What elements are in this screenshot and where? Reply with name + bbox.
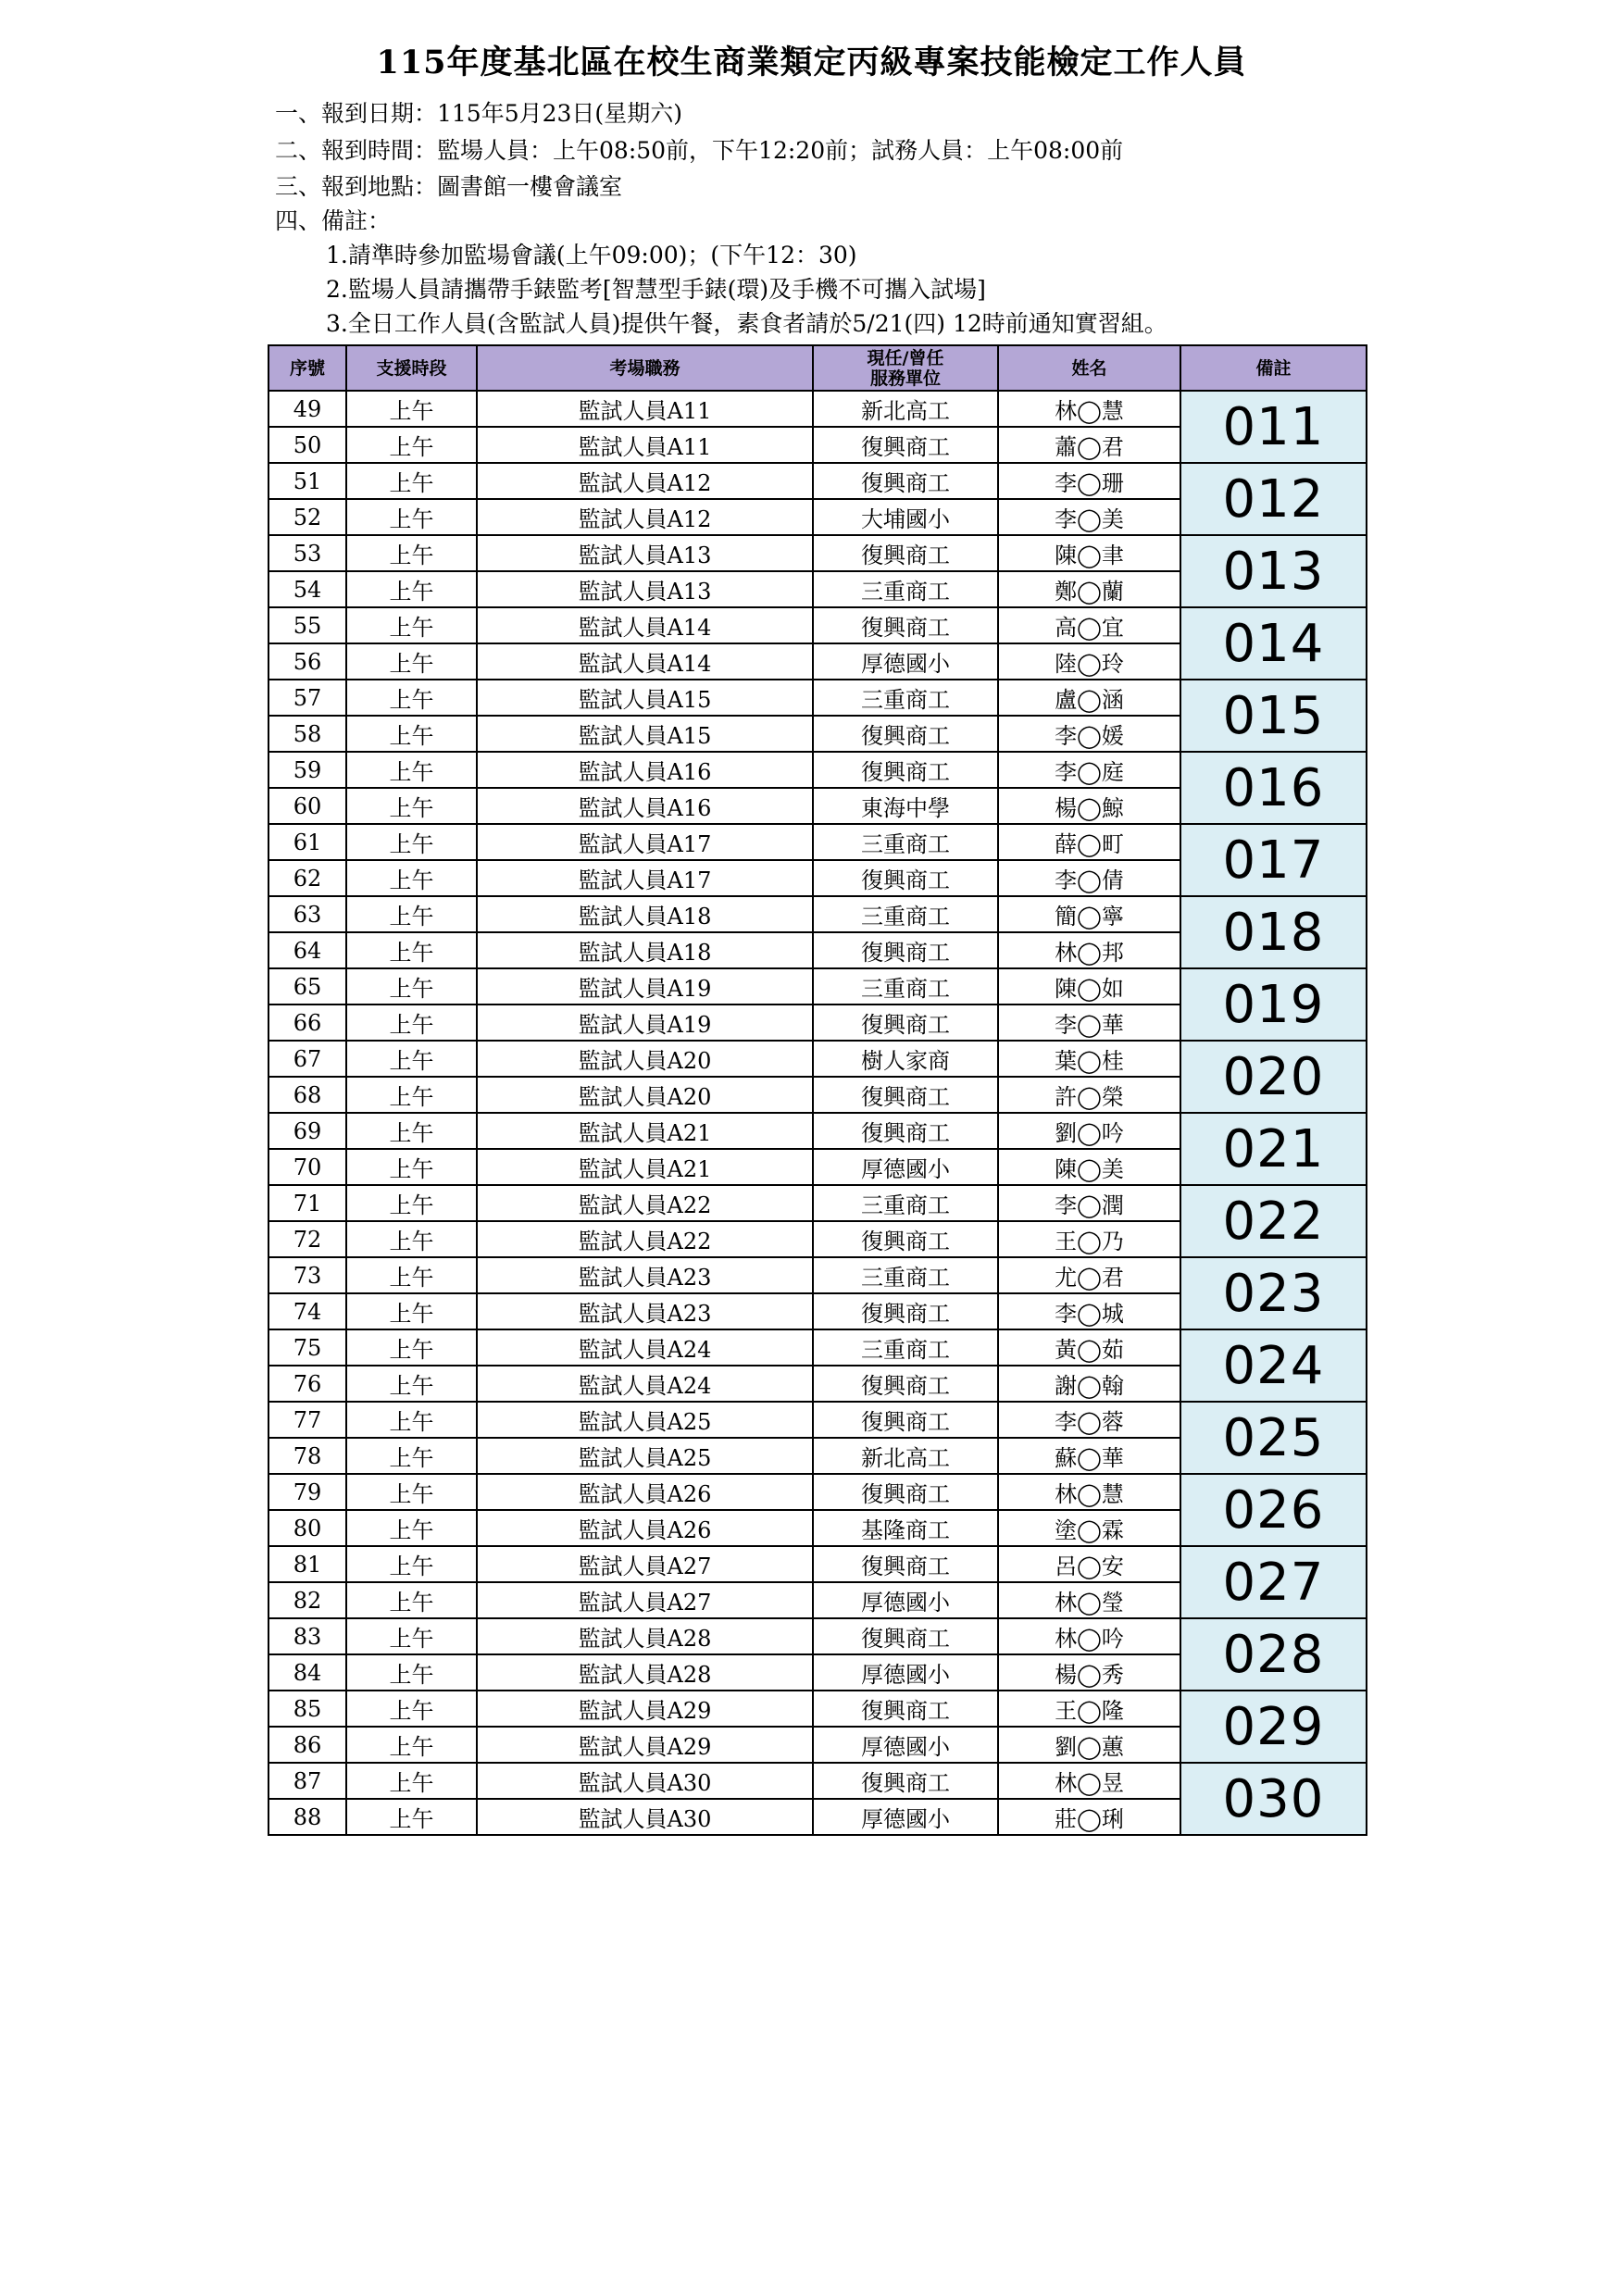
cell-no: 80	[268, 1510, 346, 1546]
cell-no: 75	[268, 1329, 346, 1366]
cell-no: 77	[268, 1402, 346, 1438]
cell-role: 監試人員A21	[477, 1149, 813, 1185]
cell-role: 監試人員A27	[477, 1582, 813, 1618]
cell-name: 陳◯美	[998, 1149, 1180, 1185]
cell-name: 林◯吟	[998, 1618, 1180, 1654]
cell-name: 林◯慧	[998, 391, 1180, 427]
cell-unit: 復興商工	[813, 1077, 998, 1113]
cell-name: 李◯城	[998, 1293, 1180, 1329]
staff-roster-table	[268, 344, 1367, 1836]
cell-no: 55	[268, 607, 346, 643]
cell-remark-group: 021	[1180, 1113, 1367, 1185]
cell-no: 70	[268, 1149, 346, 1185]
cell-unit: 復興商工	[813, 716, 998, 752]
cell-period: 上午	[346, 1185, 477, 1221]
cell-role: 監試人員A15	[477, 716, 813, 752]
header-no: 序號	[268, 345, 346, 391]
cell-unit: 復興商工	[813, 1691, 998, 1727]
cell-unit: 復興商工	[813, 607, 998, 643]
cell-name: 李◯倩	[998, 860, 1180, 896]
cell-role: 監試人員A12	[477, 499, 813, 535]
table-row	[268, 1113, 1367, 1149]
cell-name: 李◯珊	[998, 463, 1180, 499]
info-report-date: 一、報到日期：115年5月23日(星期六)	[275, 100, 682, 127]
cell-no: 71	[268, 1185, 346, 1221]
cell-role: 監試人員A23	[477, 1293, 813, 1329]
cell-period: 上午	[346, 860, 477, 896]
cell-unit: 三重商工	[813, 1329, 998, 1366]
cell-no: 57	[268, 680, 346, 716]
header-unit	[813, 345, 998, 391]
cell-period: 上午	[346, 1402, 477, 1438]
cell-name: 楊◯秀	[998, 1654, 1180, 1691]
cell-period: 上午	[346, 571, 477, 607]
cell-period: 上午	[346, 1438, 477, 1474]
cell-no: 81	[268, 1546, 346, 1582]
cell-unit: 三重商工	[813, 968, 998, 1004]
cell-no: 64	[268, 932, 346, 968]
cell-name: 林◯瑩	[998, 1582, 1180, 1618]
cell-unit: 新北高工	[813, 391, 998, 427]
cell-name: 楊◯鯨	[998, 788, 1180, 824]
cell-period: 上午	[346, 535, 477, 571]
cell-period: 上午	[346, 824, 477, 860]
cell-no: 74	[268, 1293, 346, 1329]
cell-name: 林◯慧	[998, 1474, 1180, 1510]
cell-unit: 復興商工	[813, 1474, 998, 1510]
cell-unit: 復興商工	[813, 1402, 998, 1438]
cell-no: 78	[268, 1438, 346, 1474]
cell-unit: 三重商工	[813, 824, 998, 860]
cell-role: 監試人員A30	[477, 1763, 813, 1799]
cell-no: 61	[268, 824, 346, 860]
cell-period: 上午	[346, 968, 477, 1004]
cell-role: 監試人員A29	[477, 1727, 813, 1763]
cell-name: 簡◯寧	[998, 896, 1180, 932]
cell-remark-group: 022	[1180, 1185, 1367, 1257]
table-body	[268, 391, 1367, 1835]
cell-no: 63	[268, 896, 346, 932]
table-row	[268, 752, 1367, 788]
cell-name: 林◯邦	[998, 932, 1180, 968]
cell-period: 上午	[346, 932, 477, 968]
cell-no: 79	[268, 1474, 346, 1510]
note-meeting-time: 1.請準時參加監場會議(上午09:00)；(下午12：30)	[326, 242, 857, 268]
table-row	[268, 1402, 1367, 1438]
cell-role: 監試人員A24	[477, 1366, 813, 1402]
cell-no: 52	[268, 499, 346, 535]
cell-role: 監試人員A14	[477, 643, 813, 680]
cell-role: 監試人員A20	[477, 1041, 813, 1077]
cell-name: 許◯榮	[998, 1077, 1180, 1113]
cell-unit: 三重商工	[813, 896, 998, 932]
cell-role: 監試人員A12	[477, 463, 813, 499]
cell-name: 高◯宜	[998, 607, 1180, 643]
cell-period: 上午	[346, 680, 477, 716]
cell-name: 謝◯翰	[998, 1366, 1180, 1402]
cell-period: 上午	[346, 499, 477, 535]
cell-no: 66	[268, 1004, 346, 1041]
cell-role: 監試人員A22	[477, 1221, 813, 1257]
cell-role: 監試人員A20	[477, 1077, 813, 1113]
cell-role: 監試人員A21	[477, 1113, 813, 1149]
cell-period: 上午	[346, 1257, 477, 1293]
cell-no: 86	[268, 1727, 346, 1763]
cell-unit: 東海中學	[813, 788, 998, 824]
cell-remark-group: 029	[1180, 1691, 1367, 1763]
cell-no: 76	[268, 1366, 346, 1402]
cell-period: 上午	[346, 1799, 477, 1835]
cell-name: 李◯媛	[998, 716, 1180, 752]
cell-name: 劉◯蕙	[998, 1727, 1180, 1763]
cell-role: 監試人員A29	[477, 1691, 813, 1727]
table-row	[268, 680, 1367, 716]
cell-remark-group: 016	[1180, 752, 1367, 824]
cell-no: 50	[268, 427, 346, 463]
cell-no: 83	[268, 1618, 346, 1654]
table-row	[268, 1691, 1367, 1727]
cell-no: 85	[268, 1691, 346, 1727]
table-header-row	[268, 345, 1367, 391]
cell-role: 監試人員A26	[477, 1474, 813, 1510]
cell-period: 上午	[346, 391, 477, 427]
header-unit-line2: 服務單位	[869, 368, 941, 389]
cell-name: 莊◯琍	[998, 1799, 1180, 1835]
header-unit-line1: 現任/曾任	[867, 347, 944, 368]
cell-unit: 復興商工	[813, 427, 998, 463]
cell-role: 監試人員A18	[477, 896, 813, 932]
cell-period: 上午	[346, 1582, 477, 1618]
info-report-location: 三、報到地點：圖書館一樓會議室	[275, 173, 623, 200]
cell-no: 51	[268, 463, 346, 499]
cell-unit: 復興商工	[813, 932, 998, 968]
cell-name: 李◯庭	[998, 752, 1180, 788]
cell-unit: 復興商工	[813, 463, 998, 499]
document-title: 115年度基北區在校生商業類定丙級專案技能檢定工作人員	[376, 44, 1247, 81]
cell-remark-group: 017	[1180, 824, 1367, 896]
cell-no: 53	[268, 535, 346, 571]
cell-role: 監試人員A14	[477, 607, 813, 643]
cell-unit: 復興商工	[813, 860, 998, 896]
cell-no: 65	[268, 968, 346, 1004]
cell-unit: 厚德國小	[813, 1654, 998, 1691]
cell-role: 監試人員A16	[477, 752, 813, 788]
cell-period: 上午	[346, 1618, 477, 1654]
cell-unit: 厚德國小	[813, 1149, 998, 1185]
table-row	[268, 1474, 1367, 1510]
table-row	[268, 896, 1367, 932]
cell-period: 上午	[346, 1654, 477, 1691]
info-remarks-heading: 四、備註：	[275, 207, 392, 234]
cell-period: 上午	[346, 427, 477, 463]
cell-name: 薛◯町	[998, 824, 1180, 860]
cell-no: 62	[268, 860, 346, 896]
cell-name: 李◯美	[998, 499, 1180, 535]
cell-no: 58	[268, 716, 346, 752]
note-watch-rule: 2.監場人員請攜帶手錶監考[智慧型手錶(環)及手機不可攜入試場]	[326, 276, 986, 303]
cell-period: 上午	[346, 1366, 477, 1402]
cell-name: 陳◯如	[998, 968, 1180, 1004]
cell-role: 監試人員A28	[477, 1618, 813, 1654]
cell-unit: 復興商工	[813, 535, 998, 571]
cell-remark-group: 025	[1180, 1402, 1367, 1474]
cell-remark-group: 020	[1180, 1041, 1367, 1113]
cell-unit: 新北高工	[813, 1438, 998, 1474]
cell-period: 上午	[346, 788, 477, 824]
cell-period: 上午	[346, 643, 477, 680]
cell-no: 59	[268, 752, 346, 788]
cell-remark-group: 018	[1180, 896, 1367, 968]
cell-remark-group: 028	[1180, 1618, 1367, 1691]
table-row	[268, 968, 1367, 1004]
cell-period: 上午	[346, 1510, 477, 1546]
info-report-time: 二、報到時間：監場人員：上午08:50前，下午12:20前；試務人員：上午08:00前	[275, 137, 1124, 164]
cell-period: 上午	[346, 1546, 477, 1582]
table-row	[268, 1546, 1367, 1582]
cell-name: 王◯隆	[998, 1691, 1180, 1727]
cell-no: 54	[268, 571, 346, 607]
cell-no: 82	[268, 1582, 346, 1618]
cell-period: 上午	[346, 1329, 477, 1366]
cell-no: 60	[268, 788, 346, 824]
cell-unit: 復興商工	[813, 1366, 998, 1402]
table-row	[268, 824, 1367, 860]
cell-remark-group: 027	[1180, 1546, 1367, 1618]
cell-remark-group: 030	[1180, 1763, 1367, 1835]
cell-name: 葉◯桂	[998, 1041, 1180, 1077]
cell-unit: 復興商工	[813, 752, 998, 788]
cell-name: 李◯華	[998, 1004, 1180, 1041]
cell-name: 呂◯安	[998, 1546, 1180, 1582]
cell-role: 監試人員A11	[477, 427, 813, 463]
cell-unit: 厚德國小	[813, 1727, 998, 1763]
table-row	[268, 1185, 1367, 1221]
cell-role: 監試人員A30	[477, 1799, 813, 1835]
cell-role: 監試人員A16	[477, 788, 813, 824]
cell-unit: 大埔國小	[813, 499, 998, 535]
cell-period: 上午	[346, 1474, 477, 1510]
cell-no: 84	[268, 1654, 346, 1691]
cell-name: 蕭◯君	[998, 427, 1180, 463]
cell-role: 監試人員A26	[477, 1510, 813, 1546]
cell-unit: 三重商工	[813, 680, 998, 716]
header-remark: 備註	[1180, 345, 1367, 391]
cell-unit: 三重商工	[813, 1257, 998, 1293]
cell-remark-group: 019	[1180, 968, 1367, 1041]
cell-role: 監試人員A17	[477, 824, 813, 860]
cell-role: 監試人員A27	[477, 1546, 813, 1582]
cell-name: 蘇◯華	[998, 1438, 1180, 1474]
cell-period: 上午	[346, 716, 477, 752]
cell-role: 監試人員A24	[477, 1329, 813, 1366]
table-row	[268, 463, 1367, 499]
cell-unit: 厚德國小	[813, 643, 998, 680]
cell-role: 監試人員A25	[477, 1402, 813, 1438]
cell-name: 塗◯霖	[998, 1510, 1180, 1546]
cell-role: 監試人員A17	[477, 860, 813, 896]
cell-name: 陳◯聿	[998, 535, 1180, 571]
cell-remark-group: 013	[1180, 535, 1367, 607]
cell-unit: 復興商工	[813, 1546, 998, 1582]
cell-name: 陸◯玲	[998, 643, 1180, 680]
cell-period: 上午	[346, 752, 477, 788]
cell-no: 73	[268, 1257, 346, 1293]
cell-name: 李◯蓉	[998, 1402, 1180, 1438]
cell-no: 68	[268, 1077, 346, 1113]
cell-unit: 厚德國小	[813, 1582, 998, 1618]
cell-role: 監試人員A13	[477, 535, 813, 571]
cell-name: 李◯潤	[998, 1185, 1180, 1221]
header-name: 姓名	[998, 345, 1180, 391]
cell-no: 69	[268, 1113, 346, 1149]
table-row	[268, 1041, 1367, 1077]
cell-unit: 復興商工	[813, 1221, 998, 1257]
cell-unit: 復興商工	[813, 1004, 998, 1041]
cell-role: 監試人員A11	[477, 391, 813, 427]
cell-role: 監試人員A19	[477, 1004, 813, 1041]
cell-period: 上午	[346, 896, 477, 932]
table-row	[268, 1763, 1367, 1799]
cell-no: 67	[268, 1041, 346, 1077]
cell-period: 上午	[346, 1727, 477, 1763]
cell-unit: 樹人家商	[813, 1041, 998, 1077]
table-row	[268, 607, 1367, 643]
cell-role: 監試人員A13	[477, 571, 813, 607]
cell-unit: 基隆商工	[813, 1510, 998, 1546]
cell-remark-group: 011	[1180, 391, 1367, 463]
table-row	[268, 1257, 1367, 1293]
cell-period: 上午	[346, 1293, 477, 1329]
cell-period: 上午	[346, 1077, 477, 1113]
cell-no: 72	[268, 1221, 346, 1257]
cell-name: 劉◯吟	[998, 1113, 1180, 1149]
header-role: 考場職務	[477, 345, 813, 391]
cell-name: 林◯昱	[998, 1763, 1180, 1799]
cell-no: 88	[268, 1799, 346, 1835]
cell-name: 王◯乃	[998, 1221, 1180, 1257]
cell-unit: 復興商工	[813, 1763, 998, 1799]
cell-remark-group: 023	[1180, 1257, 1367, 1329]
cell-period: 上午	[346, 1149, 477, 1185]
table-row	[268, 535, 1367, 571]
cell-role: 監試人員A28	[477, 1654, 813, 1691]
cell-no: 49	[268, 391, 346, 427]
cell-remark-group: 015	[1180, 680, 1367, 752]
cell-period: 上午	[346, 463, 477, 499]
cell-name: 盧◯涵	[998, 680, 1180, 716]
cell-remark-group: 024	[1180, 1329, 1367, 1402]
table-row	[268, 391, 1367, 427]
cell-remark-group: 014	[1180, 607, 1367, 680]
note-lunch: 3.全日工作人員(含監試人員)提供午餐，素食者請於5/21(四) 12時前通知實習組。	[326, 310, 1167, 337]
cell-remark-group: 012	[1180, 463, 1367, 535]
cell-period: 上午	[346, 1113, 477, 1149]
table-row	[268, 1329, 1367, 1366]
cell-period: 上午	[346, 1004, 477, 1041]
cell-unit: 三重商工	[813, 571, 998, 607]
header-period: 支援時段	[346, 345, 477, 391]
cell-period: 上午	[346, 1691, 477, 1727]
cell-period: 上午	[346, 1763, 477, 1799]
cell-name: 鄭◯蘭	[998, 571, 1180, 607]
cell-period: 上午	[346, 607, 477, 643]
cell-role: 監試人員A18	[477, 932, 813, 968]
cell-unit: 復興商工	[813, 1113, 998, 1149]
cell-unit: 復興商工	[813, 1293, 998, 1329]
cell-no: 87	[268, 1763, 346, 1799]
cell-unit: 三重商工	[813, 1185, 998, 1221]
cell-unit: 厚德國小	[813, 1799, 998, 1835]
cell-no: 56	[268, 643, 346, 680]
cell-role: 監試人員A22	[477, 1185, 813, 1221]
table-row	[268, 1618, 1367, 1654]
cell-role: 監試人員A23	[477, 1257, 813, 1293]
cell-period: 上午	[346, 1221, 477, 1257]
cell-role: 監試人員A19	[477, 968, 813, 1004]
cell-name: 黃◯茹	[998, 1329, 1180, 1366]
cell-unit: 復興商工	[813, 1618, 998, 1654]
cell-name: 尤◯君	[998, 1257, 1180, 1293]
cell-remark-group: 026	[1180, 1474, 1367, 1546]
cell-period: 上午	[346, 1041, 477, 1077]
cell-role: 監試人員A25	[477, 1438, 813, 1474]
cell-role: 監試人員A15	[477, 680, 813, 716]
